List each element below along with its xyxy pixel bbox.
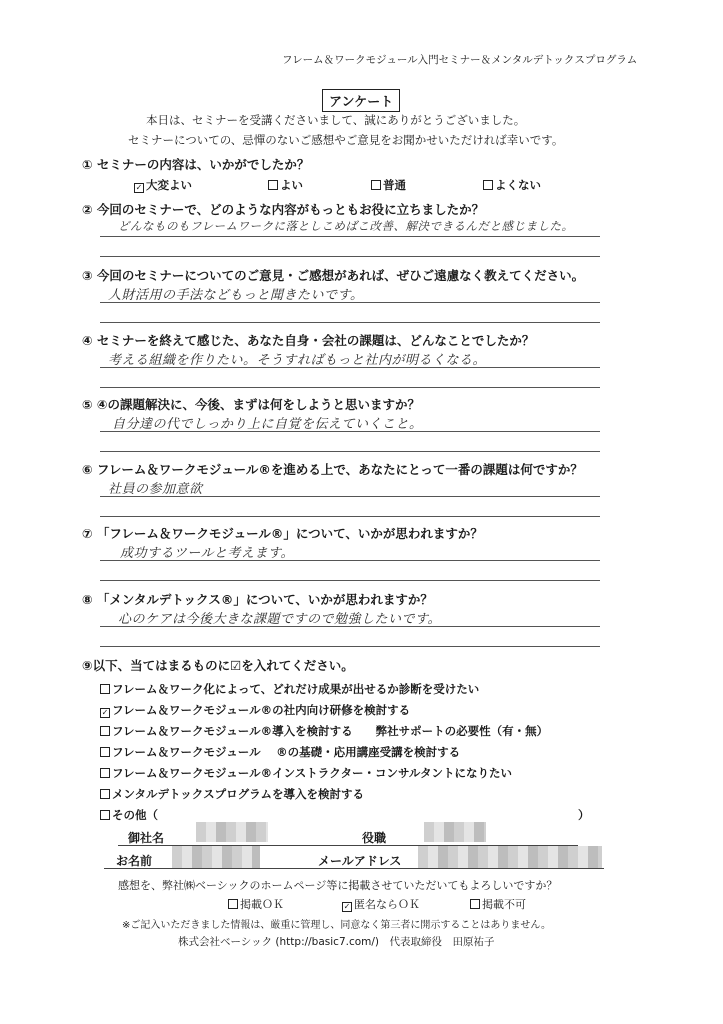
- q2-answer[interactable]: どんなものもフレームワークに落としこめばこ改善、解決できるんだと感じました。: [118, 219, 574, 233]
- checked-box-icon: ✓: [343, 902, 351, 911]
- program-name: フレーム＆ワークモジュール入門セミナー＆メンタルデトックスプログラム: [282, 54, 638, 66]
- publish-no[interactable]: 掲載不可: [470, 896, 526, 912]
- q3-answer[interactable]: 人財活用の手法などもっと聞きたいです。: [108, 288, 364, 303]
- company-value-redacted: [196, 822, 268, 842]
- answer-line: [100, 560, 600, 561]
- q1-option-normal[interactable]: 普通: [371, 177, 406, 193]
- checkbox-icon: [100, 684, 110, 694]
- answer-line: [100, 236, 600, 237]
- checkbox-icon: [100, 747, 110, 757]
- checked-box-icon: ✓: [101, 708, 109, 717]
- name-label: お名前: [116, 854, 153, 868]
- q8-question: ⑧ 「メンタルデトックス®」について、いかが思われますか？: [82, 592, 433, 607]
- q5-question: ⑤ ④の課題解決に、今後、まずは何をしようと思いますか？: [82, 397, 421, 412]
- answer-line: [100, 451, 600, 452]
- q9-item-training[interactable]: ✓ フレーム＆ワークモジュール®の社内向け研修を検討する: [101, 703, 411, 717]
- answer-line: [100, 302, 600, 303]
- answer-line: [100, 646, 600, 647]
- checkbox-icon: [268, 180, 278, 190]
- email-value-redacted: [418, 846, 602, 868]
- answer-line: [100, 626, 600, 627]
- checkbox-icon: [100, 810, 110, 820]
- q6-question: ⑥ フレーム＆ワークモジュール®を進める上で、あなたにとって一番の課題は何ですか？: [82, 462, 583, 477]
- company-footer: 株式会社ベーシック (http://basic7.com/) 代表取締役 田原祐子: [178, 936, 495, 948]
- q1-question: ① セミナーの内容は、いかがでしたか？: [82, 157, 310, 172]
- q2-question: ② 今回のセミナーで、どのような内容がもっともお役に立ちましたか？: [82, 202, 485, 217]
- checkbox-icon: [100, 726, 110, 736]
- publish-ok[interactable]: 掲載ＯＫ: [228, 896, 284, 912]
- publish-anonymous[interactable]: ✓ 匿名ならＯＫ: [343, 898, 420, 911]
- checkbox-icon: [371, 180, 381, 190]
- intro-line-1: 本日は、セミナーを受講くださいまして、誠にありがとうございました。: [146, 113, 526, 127]
- checkbox-icon: [228, 899, 238, 909]
- answer-line: [100, 516, 600, 517]
- answer-line: [100, 367, 600, 368]
- q9-item-course[interactable]: フレーム＆ワークモジュール ®の基礎・応用講座受講を検討する: [100, 744, 460, 760]
- position-label: 役職: [362, 831, 387, 845]
- company-label: 御社名: [128, 831, 165, 845]
- answer-line: [100, 322, 600, 323]
- q9-question: ⑨以下、当てはまるものに☑を入れてください。: [82, 658, 354, 673]
- q9-item-instructor[interactable]: フレーム＆ワークモジュール®インストラクター・コンサルタントになりたい: [100, 765, 512, 781]
- q9-item-other[interactable]: その他（: [100, 807, 158, 823]
- q7-answer[interactable]: 成功するツールと考えます。: [120, 546, 294, 561]
- checked-box-icon: ✓: [135, 183, 143, 192]
- q8-answer[interactable]: 心のケアは今後大きな課題ですので勉強したいです。: [118, 612, 441, 627]
- publish-question: 感想を、弊社㈱ベーシックのホームページ等に掲載させていただいてもよろしいですか？: [118, 879, 558, 892]
- q1-option-bad[interactable]: よくない: [483, 177, 541, 193]
- q6-answer[interactable]: 社員の参加意欲: [108, 482, 203, 497]
- q9-other-close: ）: [578, 808, 590, 822]
- q1-option-very-good[interactable]: ✓ 大変よい: [135, 178, 192, 192]
- q3-question: ③ 今回のセミナーについてのご意見・ご感想があれば、ぜひご遠慮なく教えてください。: [82, 268, 585, 283]
- checkbox-icon: [100, 768, 110, 778]
- answer-line: [100, 256, 600, 257]
- answer-line: [100, 496, 600, 497]
- email-label: メールアドレス: [318, 854, 402, 868]
- answer-line: [100, 580, 600, 581]
- name-value-redacted: [172, 846, 260, 868]
- q9-item-introduction[interactable]: フレーム＆ワークモジュール®導入を検討する 弊社サポートの必要性（有・無）: [100, 723, 548, 739]
- checkbox-icon: [483, 180, 493, 190]
- position-value-redacted: [424, 822, 486, 842]
- checkbox-icon: [100, 789, 110, 799]
- q4-answer[interactable]: 考える組織を作りたい。そうすればもっと社内が明るくなる。: [108, 353, 487, 368]
- q9-item-mental-detox[interactable]: メンタルデトックスプログラムを導入を検討する: [100, 786, 364, 802]
- answer-line: [100, 387, 600, 388]
- intro-line-2: セミナーについての、忌憚のないご感想やご意見をお聞かせいただければ幸いです。: [128, 133, 564, 147]
- answer-line: [100, 431, 600, 432]
- q4-question: ④ セミナーを終えて感じた、あなた自身・会社の課題は、どんなことでしたか？: [82, 333, 535, 348]
- q7-question: ⑦ 「フレーム＆ワークモジュール®」について、いかが思われますか？: [82, 526, 483, 541]
- survey-title: アンケート: [322, 89, 400, 112]
- privacy-notice: ※ご記入いただきました情報は、厳重に管理し、同意なく第三者に開示することはありません。: [122, 920, 551, 931]
- q1-option-good[interactable]: よい: [268, 177, 303, 193]
- checkbox-icon: [470, 899, 480, 909]
- q5-answer[interactable]: 自分達の代でしっかり上に自覚を伝えていくこと。: [112, 417, 423, 432]
- q9-item-diagnosis[interactable]: フレーム＆ワーク化によって、どれだけ成果が出せるか診断を受けたい: [100, 681, 479, 697]
